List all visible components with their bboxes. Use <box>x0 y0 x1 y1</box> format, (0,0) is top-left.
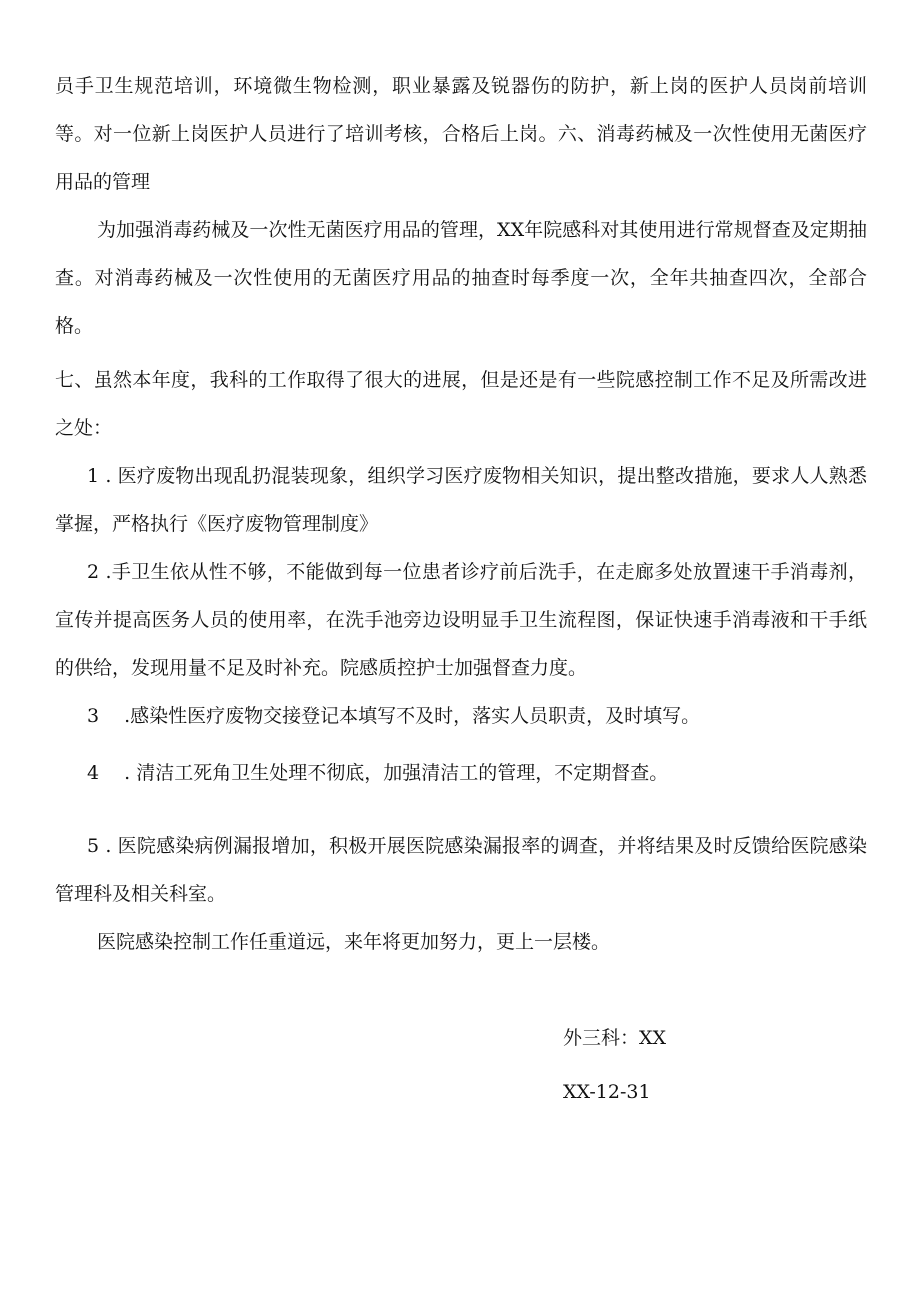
signature-department: 外三科：XX <box>563 1027 667 1049</box>
list-item-hand-hygiene: 2 .手卫生依从性不够，不能做到每一位患者诊疗前后洗手，在走廊多处放置速干手消毒剂，宣传并提高医务人员的使用率，在洗手池旁边设明显手卫生流程图，保证快速手消毒液和干手纸的供给，发现用量不足及时补充。院感质控护士加强督查力度。 <box>55 561 867 679</box>
list-item-underreporting: 5 . 医院感染病例漏报增加，积极开展医院感染漏报率的调查，并将结果及时反馈给医院感染管理科及相关科室。 <box>55 835 867 905</box>
paragraph-closing: 医院感染控制工作任重道远，来年将更加努力，更上一层楼。 <box>97 931 611 953</box>
signature-date: XX-12-31 <box>563 1081 651 1103</box>
list-item-waste-registration: 3 .感染性医疗废物交接登记本填写不及时，落实人员职责，及时填写。 <box>87 705 701 727</box>
paragraph-training: 员手卫生规范培训，环境微生物检测，职业暴露及锐器伤的防护，新上岗的医护人员岗前培训等。对一位新上岗医护人员进行了培训考核，合格后上岗。六、消毒药械及一次性使用无菌医疗用品的管理 <box>55 75 867 193</box>
list-item-cleaning: 4 . 清洁工死角卫生处理不彻底，加强清洁工的管理，不定期督查。 <box>87 762 669 784</box>
list-item-medical-waste: 1 . 医疗废物出现乱扔混装现象，组织学习医疗废物相关知识，提出整改措施，要求人人熟悉掌握，严格执行《医疗废物管理制度》 <box>55 465 867 535</box>
paragraph-disinfection-management: 为加强消毒药械及一次性无菌医疗用品的管理，XX年院感科对其使用进行常规督查及定期抽查。对消毒药械及一次性使用的无菌医疗用品的抽查时每季度一次，全年共抽查四次，全部合格。 <box>55 219 867 337</box>
paragraph-section-seven: 七、虽然本年度，我科的工作取得了很大的进展，但是还是有一些院感控制工作不足及所需改进之处： <box>55 369 867 439</box>
